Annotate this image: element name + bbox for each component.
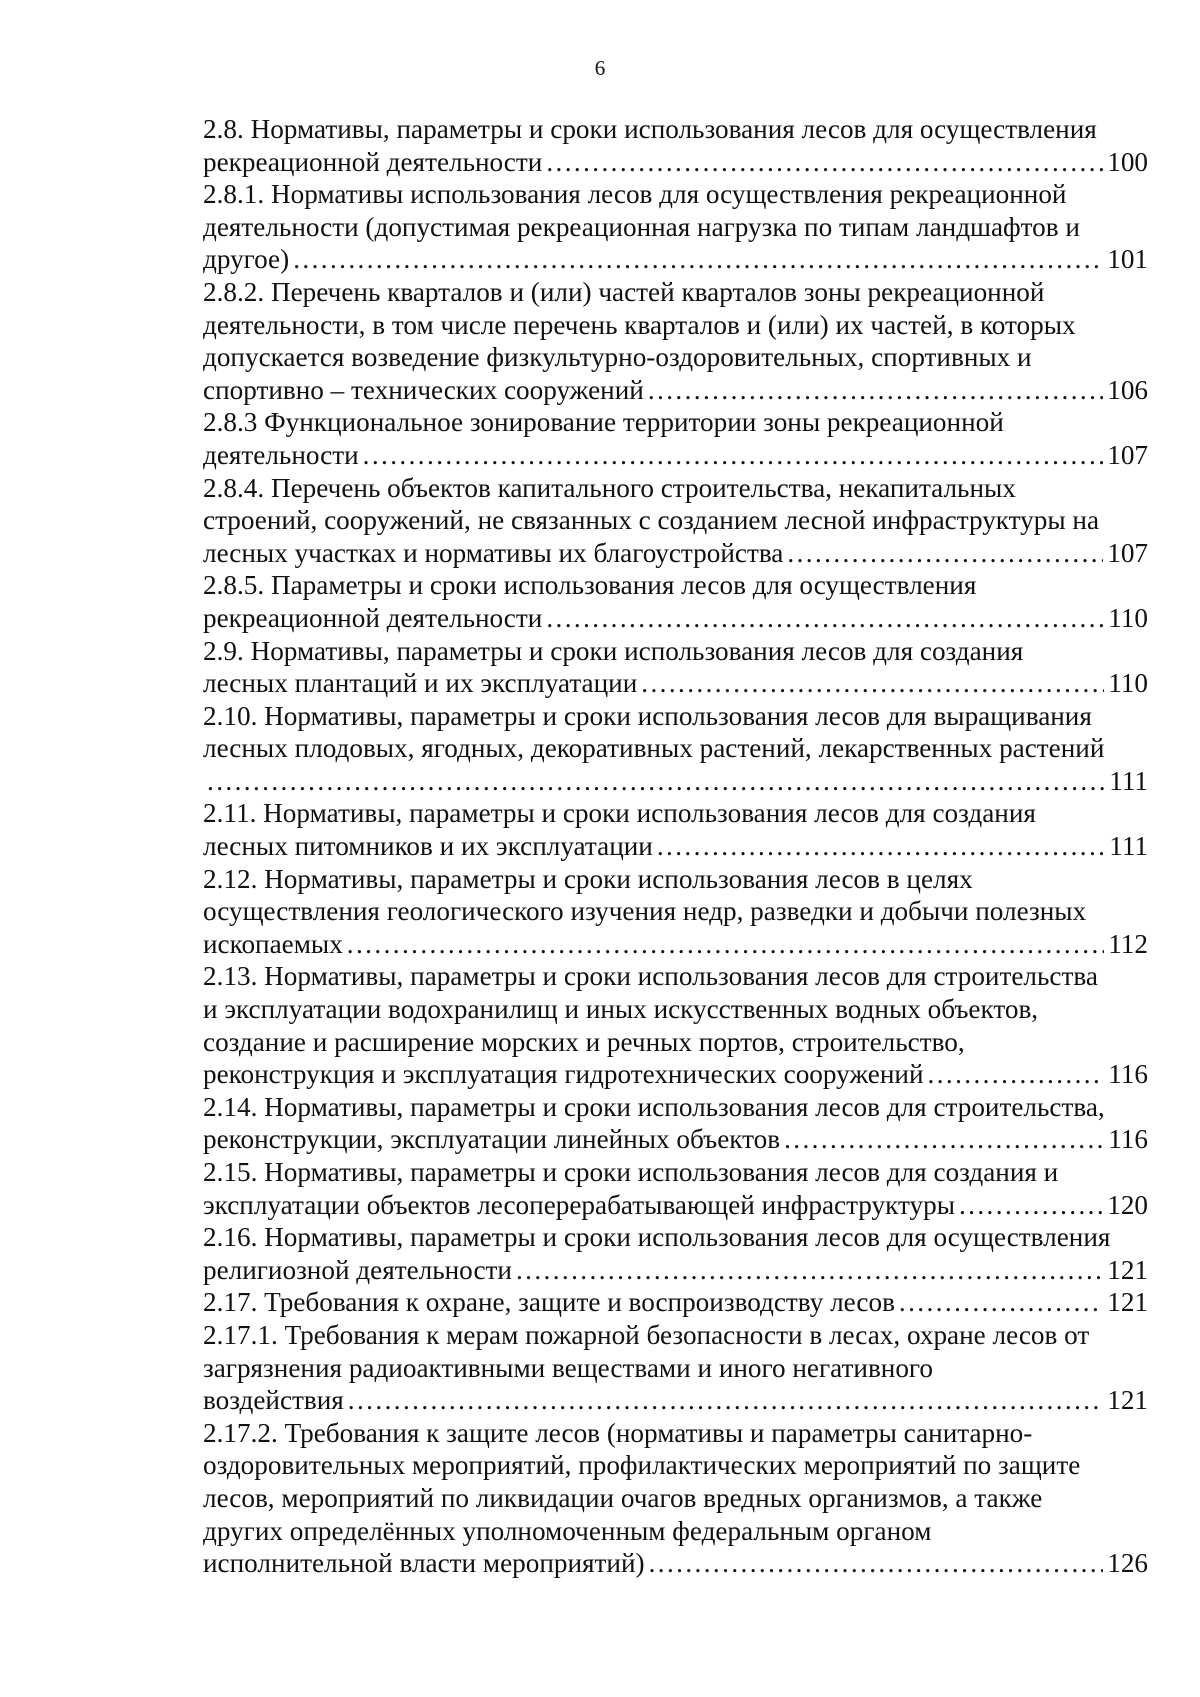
- toc-entry-text: деятельности: [203, 439, 359, 470]
- toc-entry-last-line: [203, 1123, 1148, 1156]
- toc-entry-last-line: [203, 537, 1148, 570]
- toc-entry-line: 2.8.1. Нормативы использования лесов для осуществления рекреационной: [203, 179, 1067, 210]
- toc-entry-line: 2.17.2. Требования к защите лесов (нормативы и параметры санитарно-: [203, 1417, 1033, 1448]
- dot-leader: [546, 146, 1103, 179]
- toc-entry-line: 2.8. Нормативы, параметры и сроки использования лесов для осуществления: [203, 114, 1097, 144]
- toc-page-number: 110: [1108, 602, 1148, 633]
- toc-entry[interactable]: [203, 1221, 1148, 1286]
- toc-page-number: 107: [1107, 439, 1148, 470]
- toc-entry-text: исполнительной власти мероприятий): [203, 1548, 645, 1579]
- toc-entry-last-line: [203, 374, 1148, 407]
- dot-leader: [363, 439, 1104, 472]
- toc-entry-line: допускается возведение физкультурно-оздоровительных, спортивных и: [203, 342, 1032, 373]
- toc-entry[interactable]: [203, 1091, 1148, 1156]
- toc-entry-line: и эксплуатации водохранилищ и иных искусственных водных объектов,: [203, 994, 1039, 1025]
- toc-entry[interactable]: [203, 113, 1148, 178]
- dot-leader: [207, 765, 1105, 798]
- toc-entry-text: ископаемых: [203, 928, 343, 959]
- toc-entry-text: лесных участках и нормативы их благоустройства: [203, 537, 784, 568]
- toc-page-number: 110: [1108, 668, 1148, 699]
- toc-entry-last-line: [203, 439, 1148, 472]
- toc-entry-line: 2.13. Нормативы, параметры и сроки использования лесов для строительства: [203, 961, 1098, 992]
- dot-leader: [641, 667, 1104, 700]
- toc-entry-line: других определённых уполномоченным федеральным органом: [203, 1515, 932, 1546]
- toc-entry-last-line: [203, 602, 1148, 635]
- toc-entry[interactable]: [203, 635, 1148, 700]
- toc-entry-line: осуществления геологического изучения недр, разведки и добычи полезных: [203, 896, 1087, 927]
- toc-page-number: 116: [1108, 1124, 1148, 1155]
- toc-entry[interactable]: [203, 406, 1148, 471]
- toc-entry-last-line: [203, 146, 1148, 179]
- toc-entry-text: реконструкция и эксплуатация гидротехнических сооружений: [203, 1059, 924, 1090]
- toc-entry-line: 2.8.4. Перечень объектов капитального строительства, некапитальных: [203, 472, 1016, 503]
- toc-entry-text: эксплуатации объектов лесоперерабатывающей инфраструктуры: [203, 1189, 955, 1220]
- toc-entry-line: 2.12. Нормативы, параметры и сроки использования лесов в целях: [203, 863, 973, 894]
- toc-entry[interactable]: [203, 863, 1148, 961]
- dot-leader: [959, 1189, 1103, 1222]
- toc-page-number: 121: [1107, 1385, 1148, 1416]
- toc-entry-line: 2.8.5. Параметры и сроки использования лесов для осуществления: [203, 570, 977, 601]
- toc-page-number: 121: [1107, 1254, 1148, 1285]
- toc-page-number: 126: [1107, 1548, 1148, 1579]
- toc-entry-last-line: [203, 1189, 1148, 1222]
- toc-page-number: 111: [1109, 831, 1148, 862]
- toc-page-number: 111: [1109, 765, 1148, 796]
- toc-page-number: 121: [1107, 1287, 1148, 1318]
- dot-leader: [657, 830, 1105, 863]
- toc-entry[interactable]: [203, 797, 1148, 862]
- toc-entry-text: религиозной деятельности: [203, 1254, 512, 1285]
- dot-leader: [347, 928, 1104, 961]
- toc-entry[interactable]: [203, 1417, 1148, 1580]
- dot-leader: [546, 602, 1104, 635]
- toc-entry-line: 2.16. Нормативы, параметры и сроки использования лесов для осуществления: [203, 1222, 1111, 1253]
- dot-leader: [648, 374, 1103, 407]
- toc-entry-line: деятельности, в том числе перечень кварталов и (или) их частей, в которых: [203, 309, 1076, 340]
- toc-page-number: 116: [1108, 1059, 1148, 1090]
- toc-entry-text: рекреационной деятельности: [203, 146, 543, 177]
- toc-entry-text: лесных плантаций и их эксплуатации: [203, 668, 638, 699]
- toc-entry[interactable]: [203, 472, 1148, 570]
- toc-entry-line: загрязнения радиоактивными веществами и иного негативного: [203, 1352, 933, 1383]
- dot-leader: [928, 1058, 1105, 1091]
- toc-entry-line: 2.8.3 Функциональное зонирование территории зоны рекреационной: [203, 407, 1004, 438]
- toc-entry-line: 2.9. Нормативы, параметры и сроки использования лесов для создания: [203, 635, 1024, 666]
- toc-entry-line: строений, сооружений, не связанных с созданием лесной инфраструктуры на: [203, 505, 1100, 536]
- toc-entry-text: лесных питомников и их эксплуатации: [203, 831, 653, 862]
- dot-leader: [649, 1547, 1104, 1580]
- dot-leader: [293, 243, 1103, 276]
- toc-entry-last-line: [203, 830, 1148, 863]
- toc-entry-last-line: [203, 928, 1148, 961]
- table-of-contents: [203, 113, 1148, 1580]
- toc-entry-text: рекреационной деятельности: [203, 602, 543, 633]
- toc-entry-text: 2.17. Требования к охране, защите и воспроизводству лесов: [203, 1287, 895, 1318]
- toc-entry-last-line: [203, 243, 1148, 276]
- toc-entry-line: 2.14. Нормативы, параметры и сроки использования лесов для строительства,: [203, 1091, 1105, 1122]
- toc-entry[interactable]: [203, 276, 1148, 406]
- dot-leader: [784, 1123, 1104, 1156]
- toc-page-number: 120: [1107, 1189, 1148, 1220]
- toc-entry[interactable]: [203, 1319, 1148, 1417]
- toc-entry-line: 2.11. Нормативы, параметры и сроки использования лесов для создания: [203, 798, 1036, 829]
- toc-entry-text: воздействия: [203, 1385, 344, 1416]
- toc-entry-text: другое): [203, 244, 290, 275]
- toc-entry-line: лесных плодовых, ягодных, декоративных растений, лекарственных растений: [203, 733, 1105, 764]
- dot-leader: [787, 537, 1103, 570]
- toc-entry[interactable]: [203, 1286, 1148, 1319]
- dot-leader: [516, 1254, 1103, 1287]
- toc-entry-line: создание и расширение морских и речных портов, строительство,: [203, 1026, 965, 1057]
- page-number: 6: [594, 56, 606, 80]
- toc-entry[interactable]: [203, 1156, 1148, 1221]
- toc-page-number: 100: [1107, 146, 1148, 177]
- toc-entry-last-line: [203, 667, 1148, 700]
- toc-entry-last-line: [203, 1254, 1148, 1287]
- toc-entry-line: 2.15. Нормативы, параметры и сроки использования лесов для создания и: [203, 1157, 1059, 1187]
- dot-leader: [899, 1286, 1103, 1319]
- toc-entry-text: спортивно – технических сооружений: [203, 374, 644, 405]
- toc-entry[interactable]: [203, 960, 1148, 1090]
- toc-entry[interactable]: [203, 700, 1148, 798]
- toc-entry[interactable]: [203, 569, 1148, 634]
- toc-entry-last-line: [203, 765, 1148, 798]
- toc-page-number: 107: [1107, 537, 1148, 568]
- dot-leader: [348, 1384, 1103, 1417]
- toc-entry-line: 2.8.2. Перечень кварталов и (или) частей кварталов зоны рекреационной: [203, 276, 1045, 307]
- toc-entry-line: деятельности (допустимая рекреационная нагрузка по типам ландшафтов и: [203, 211, 1080, 242]
- toc-page-number: 106: [1107, 374, 1148, 405]
- toc-entry-last-line: [203, 1286, 1148, 1319]
- toc-entry-line: 2.10. Нормативы, параметры и сроки использования лесов для выращивания: [203, 700, 1092, 731]
- toc-page-number: 112: [1108, 928, 1148, 959]
- toc-page-number: 101: [1107, 244, 1148, 275]
- toc-entry-last-line: [203, 1384, 1148, 1417]
- toc-entry-line: 2.17.1. Требования к мерам пожарной безопасности в лесах, охране лесов от: [203, 1319, 1090, 1350]
- toc-entry-line: лесов, мероприятий по ликвидации очагов вредных организмов, а также: [203, 1482, 1043, 1513]
- toc-entry-last-line: [203, 1058, 1148, 1091]
- toc-entry[interactable]: [203, 178, 1148, 276]
- toc-entry-text: реконструкции, эксплуатации линейных объектов: [203, 1124, 781, 1155]
- toc-entry-last-line: [203, 1547, 1148, 1580]
- toc-entry-line: оздоровительных мероприятий, профилактических мероприятий по защите: [203, 1450, 1081, 1481]
